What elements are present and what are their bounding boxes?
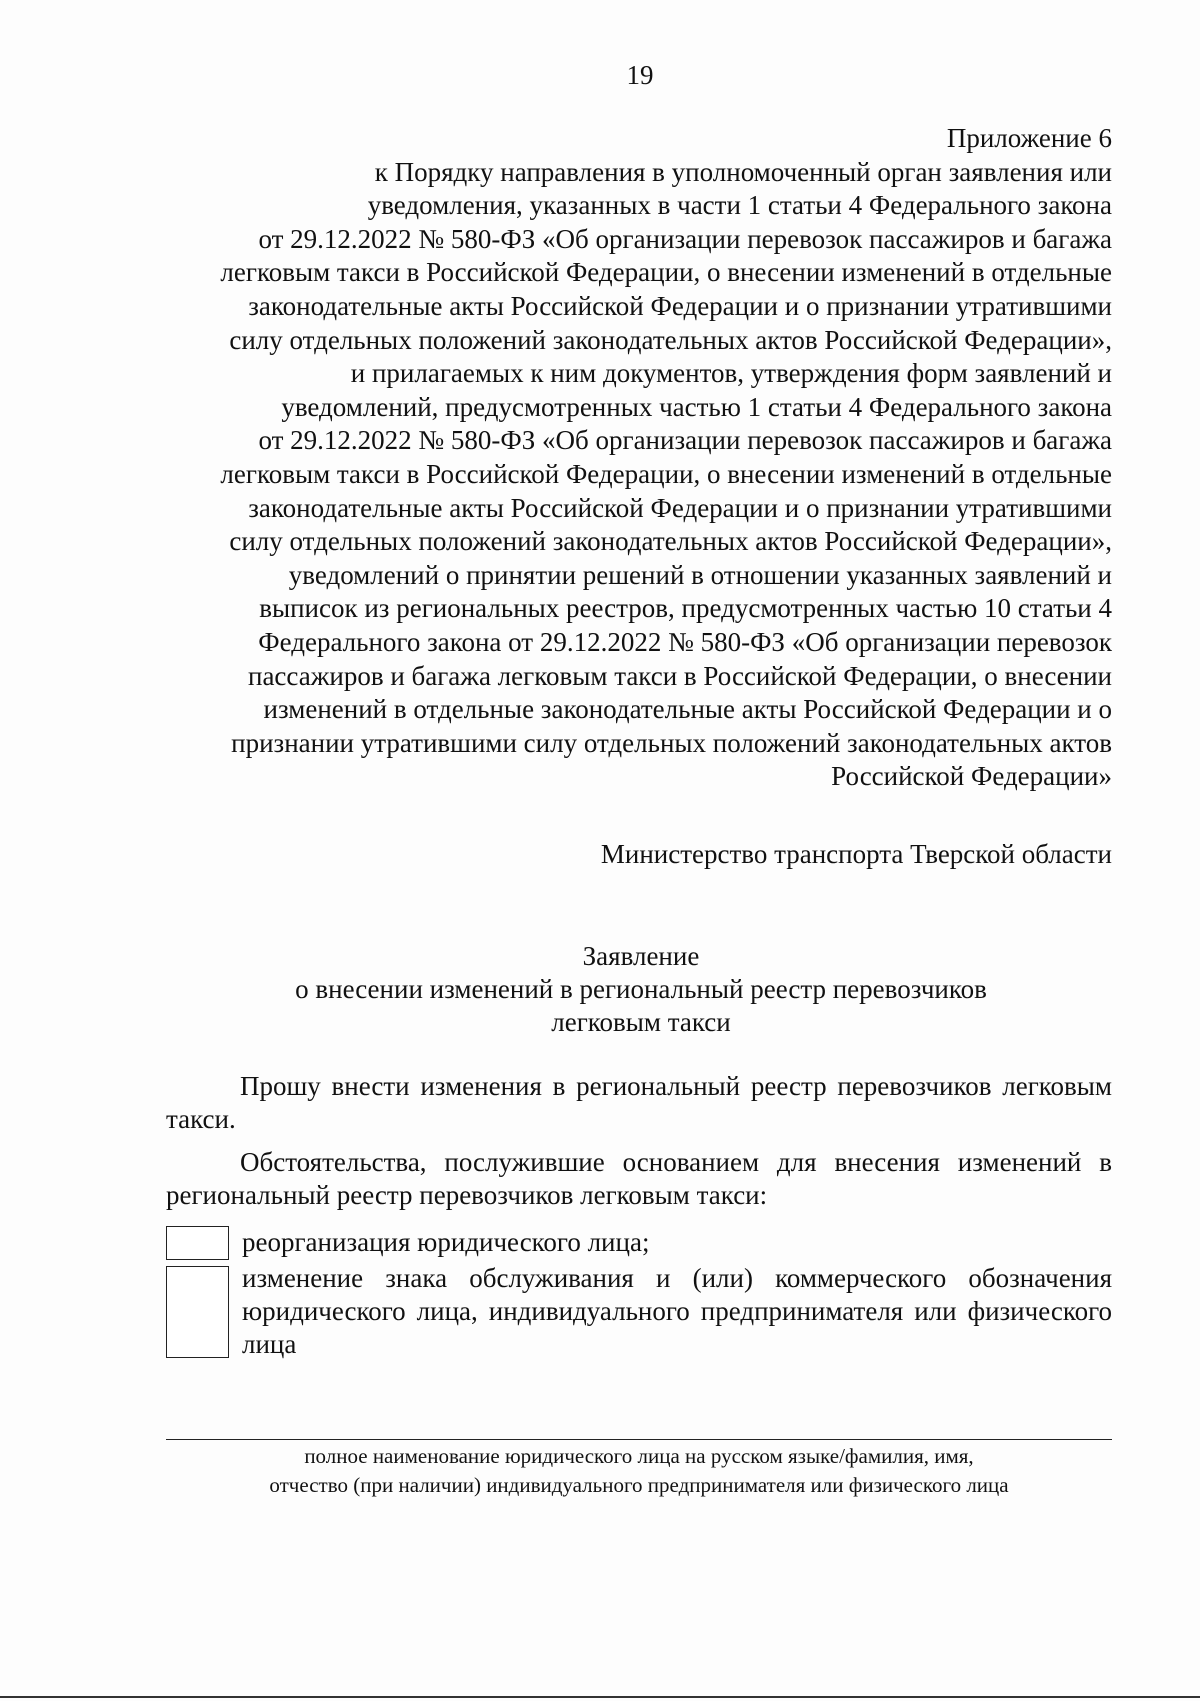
appendix-line: легковым такси в Российской Федерации, о внесении изменений в отдельные (220, 458, 1112, 489)
appendix-line: изменений в отдельные законодательные акты Российской Федерации и о (263, 694, 1112, 725)
caption-line: полное наименование юридического лица на русском языке/фамилия, имя, (304, 1444, 974, 1468)
circumstances-paragraph: Обстоятельства, послужившие основанием для внесения изменений в региональный реестр перевозчиков легковым такси: (166, 1147, 1112, 1210)
reorganization-checkbox[interactable] (166, 1226, 229, 1260)
appendix-line: силу отдельных положений законодательных актов Российской Федерации», (229, 526, 1112, 557)
appendix-line: уведомлений о принятии решений в отношении указанных заявлений и (288, 559, 1112, 590)
appendix-line: уведомлений, предусмотренных частью 1 статьи 4 Федерального закона (281, 391, 1112, 422)
appendix-line: законодательные акты Российской Федерации и о признании утратившими (248, 290, 1112, 321)
appendix-line: Приложение 6 (946, 123, 1112, 153)
appendix-line: признании утратившими силу отдельных положений законодательных актов (231, 727, 1112, 758)
title-line: Заявление (582, 941, 700, 971)
appendix-line: к Порядку направления в уполномоченный орган заявления или (374, 156, 1112, 187)
appendix-line: выписок из региональных реестров, предусмотренных частью 10 статьи 4 (259, 593, 1112, 624)
appendix-line: Федерального закона от 29.12.2022 № 580-ФЗ «Об организации перевозок (258, 626, 1112, 657)
service-mark-change-label: изменение знака обслуживания и (или) коммерческого обозначения юридического лица, индивидуального предпринимателя или физического лица (242, 1263, 1112, 1359)
applicant-name-caption (166, 1442, 1112, 1500)
applicant-name-line[interactable] (166, 1439, 1112, 1440)
document-title (160, 940, 1122, 1039)
caption-line: отчество (при наличии) индивидуального предпринимателя или физического лица (269, 1473, 1009, 1497)
request-paragraph: Прошу внести изменения в региональный реестр перевозчиков легковым такси. (166, 1071, 1112, 1134)
page-number: 19 (626, 60, 654, 90)
appendix-line: силу отдельных положений законодательных актов Российской Федерации», (229, 324, 1112, 355)
service-mark-change-checkbox[interactable] (166, 1266, 229, 1358)
appendix-line: уведомления, указанных в части 1 статьи 4 Федерального закона (367, 190, 1112, 221)
appendix-header (150, 122, 1112, 794)
appendix-line: от 29.12.2022 № 580-ФЗ «Об организации перевозок пассажиров и багажа (258, 425, 1112, 456)
appendix-line: от 29.12.2022 № 580-ФЗ «Об организации перевозок пассажиров и багажа (258, 223, 1112, 254)
appendix-line: пассажиров и багажа легковым такси в Российской Федерации, о внесении (248, 660, 1112, 691)
appendix-line: и прилагаемых к ним документов, утверждения форм заявлений и (350, 358, 1112, 389)
title-line: о внесении изменений в региональный реестр перевозчиков (295, 974, 987, 1004)
title-line: легковым такси (551, 1007, 731, 1037)
appendix-line: Российской Федерации» (831, 761, 1112, 792)
body-text (166, 1070, 1112, 1222)
appendix-line: законодательные акты Российской Федерации и о признании утратившими (248, 492, 1112, 523)
page-bottom-border (0, 1696, 1200, 1698)
addressee: Министерство транспорта Тверской области (600, 839, 1112, 869)
reorganization-label: реорганизация юридического лица; (242, 1227, 650, 1257)
appendix-line: легковым такси в Российской Федерации, о внесении изменений в отдельные (220, 257, 1112, 288)
